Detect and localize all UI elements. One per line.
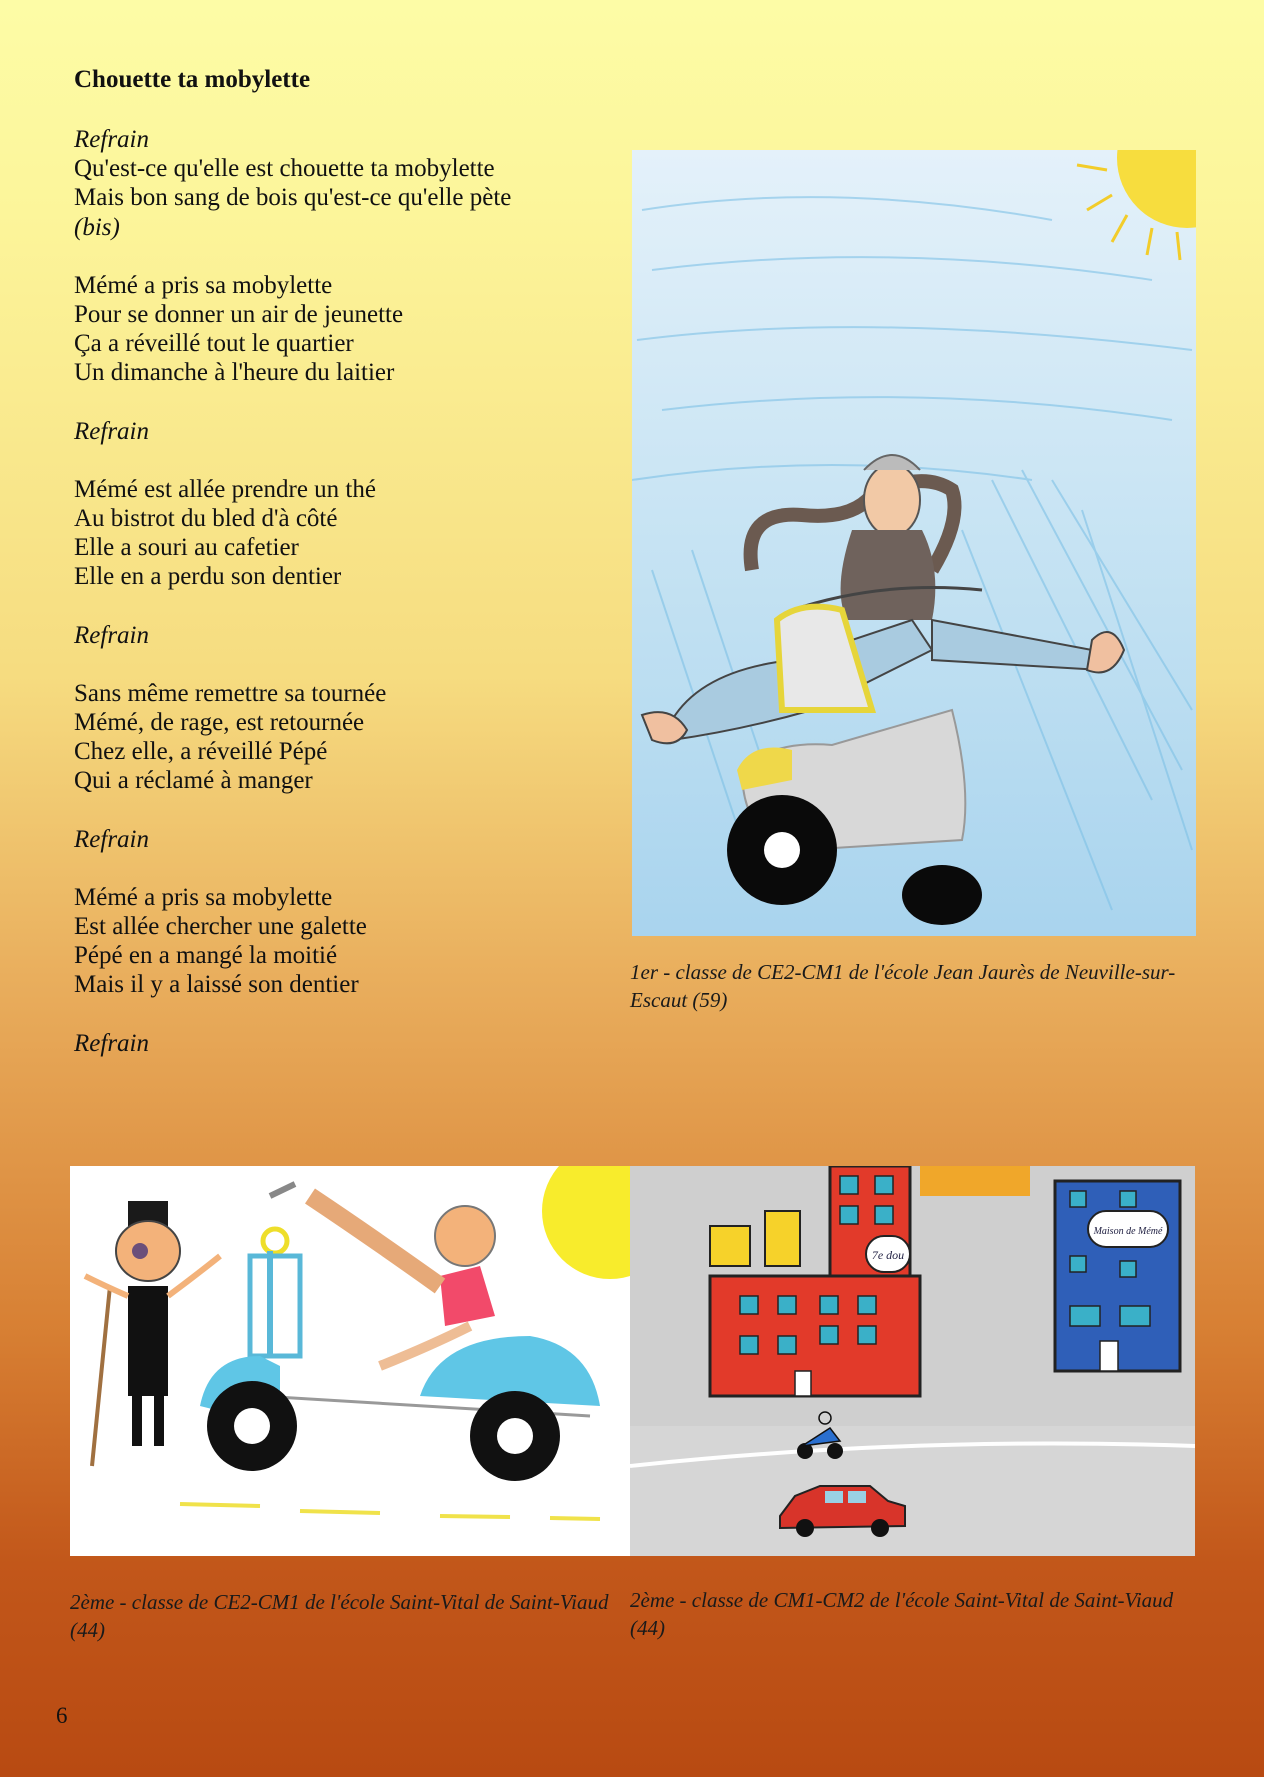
refrain-repeat [74,417,634,446]
verse-1 [74,271,634,388]
verse-line: Elle en a perdu son dentier [74,563,342,591]
shop-sign-text: 7e dou [871,1248,905,1262]
drawing-grandma-moped [632,150,1196,936]
verse-line: Au bistrot du bled d'à côté [74,505,338,533]
verse-4 [74,883,634,1000]
page-number: 6 [56,1703,68,1728]
refrain-label: Refrain [74,825,149,853]
song-title: Chouette ta mobylette [74,66,311,93]
refrain-line: Qu'est-ce qu'elle est chouette ta mobylette [74,155,495,183]
verse-line: Pépé en a mangé la moitié [74,942,338,970]
refrain-label: Refrain [74,126,149,153]
caption-drawing-2: 2ème - classe de CE2-CM1 de l'école Saint-Vital de Saint-Viaud (44) [70,1590,609,1642]
verse-line: Elle a souri au cafetier [74,534,299,562]
verse-line: Chez elle, a réveillé Pépé [74,738,328,766]
verse-line: Est allée chercher une galette [74,913,367,941]
verse-line: Mémé a pris sa mobylette [74,271,333,299]
verse-2 [74,475,634,592]
refrain-repeat [74,621,634,650]
blue-building [1055,1181,1180,1371]
verse-line: Mémé est allée prendre un thé [74,475,376,503]
drawing-couple-scooter [70,1166,630,1556]
refrain-label: Refrain [74,621,149,649]
lyrics [74,125,634,1087]
refrain-block [74,125,634,242]
verse-line: Mais il y a laissé son dentier [74,971,359,999]
refrain-label: Refrain [74,417,149,445]
drawing-town-street [630,1166,1195,1556]
refrain-repeat [74,825,634,854]
caption-drawing-1: 1er - classe de CE2-CM1 de l'école Jean Jaurès de Neuville-sur-Escaut (59) [630,960,1176,1012]
verse-line: Ça a réveillé tout le quartier [74,330,354,358]
caption-drawing-3: 2ème - classe de CM1-CM2 de l'école Saint-Vital de Saint-Viaud (44) [630,1588,1174,1640]
bis-marker: (bis) [74,213,120,241]
refrain-repeat [74,1029,634,1058]
verse-line: Mémé, de rage, est retournée [74,709,365,737]
refrain-label: Refrain [74,1029,149,1057]
verse-line: Mémé a pris sa mobylette [74,883,333,911]
verse-line: Qui a réclamé à manger [74,767,313,795]
verse-line: Pour se donner un air de jeunette [74,301,404,329]
verse-3 [74,679,634,796]
blue-sign-text: Maison de Mémé [1093,1226,1163,1237]
refrain-line: Mais bon sang de bois qu'est-ce qu'elle pète [74,184,512,212]
verse-line: Un dimanche à l'heure du laitier [74,359,395,387]
verse-line: Sans même remettre sa tournée [74,679,387,707]
